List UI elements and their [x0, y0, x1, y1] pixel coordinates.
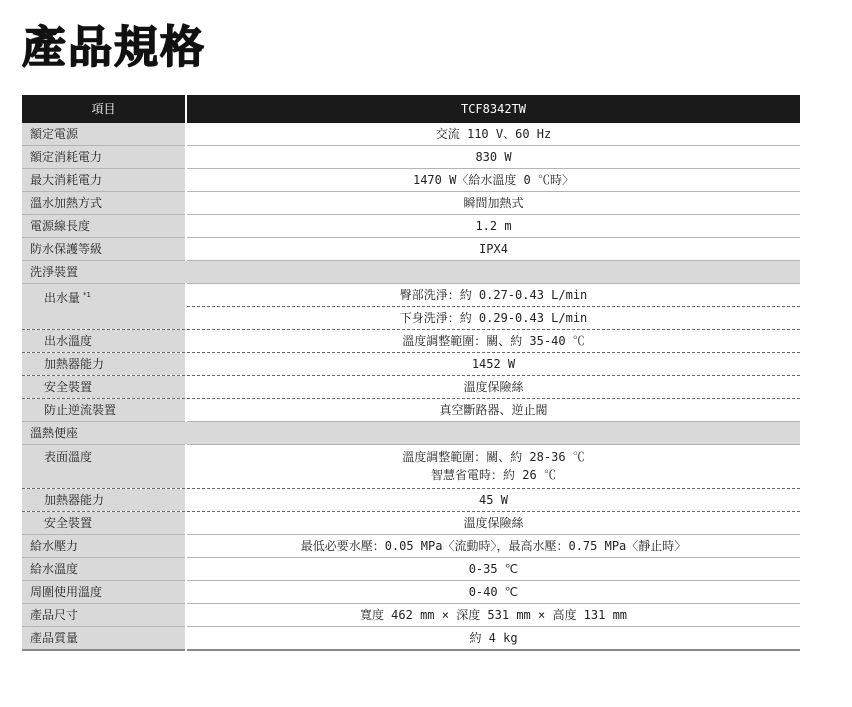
row-value: 溫度調整範圍：關、約 35-40 ℃: [186, 330, 800, 353]
row-label: 加熱器能力: [22, 353, 186, 376]
row-label: 出水量: [44, 291, 81, 305]
row-value: 830 W: [186, 146, 800, 169]
row-value: 約 4 kg: [469, 631, 518, 645]
row-value: 瞬間加熱式: [186, 192, 800, 215]
table-row: [22, 558, 800, 581]
row-label: 給水溫度: [22, 558, 186, 581]
table-row: [22, 146, 800, 169]
row-value: 1470 W〈給水溫度 0 ℃時〉: [186, 169, 800, 192]
row-value: 0-35 ℃: [186, 558, 800, 581]
table-row: [22, 169, 800, 192]
header-item: 項目: [22, 95, 186, 123]
row-label: 產品質量: [22, 627, 186, 651]
table-row: [22, 489, 800, 512]
header-model: TCF8342TW: [186, 95, 800, 123]
table-row: [22, 445, 800, 489]
row-label: 周圍使用溫度: [22, 581, 186, 604]
table-row: [22, 512, 800, 535]
row-value-surface-temp: [186, 445, 800, 489]
row-value: 真空斷路器、逆止閥: [186, 399, 800, 422]
row-label: 額定電源: [22, 123, 186, 146]
row-label-water-output: [22, 284, 186, 330]
table-row: [22, 238, 800, 261]
row-value: 智慧省電時：約 26 ℃: [431, 468, 556, 482]
row-label: 產品尺寸: [22, 604, 186, 627]
table-row: [22, 192, 800, 215]
row-value: IPX4: [186, 238, 800, 261]
table-row: [22, 376, 800, 399]
row-label: 出水溫度: [22, 330, 186, 353]
spec-table: [22, 95, 800, 651]
row-label: 溫水加熱方式: [22, 192, 186, 215]
group-label-seat: 溫熱便座: [22, 422, 800, 445]
row-value: 臀部洗淨：約 0.27-0.43 L/min: [186, 284, 800, 307]
table-row: [22, 123, 800, 146]
row-value: 交流 110 V、60 Hz: [186, 123, 800, 146]
table-row: [22, 330, 800, 353]
row-value: 45 W: [186, 489, 800, 512]
row-label: 表面溫度: [22, 445, 186, 489]
row-value: 1452 W: [186, 353, 800, 376]
row-label: 額定消耗電力: [22, 146, 186, 169]
footnote-marker: *1: [83, 291, 91, 299]
group-label-wash: 洗淨裝置: [22, 261, 800, 284]
row-label: 加熱器能力: [22, 489, 186, 512]
row-value: 最低必要水壓：0.05 MPa〈流動時〉，最高水壓：0.75 MPa〈靜止時〉: [186, 535, 800, 558]
row-label: 防水保護等級: [22, 238, 186, 261]
table-row: [22, 581, 800, 604]
table-header-row: [22, 95, 800, 123]
row-value: 寬度 462 mm × 深度 531 mm × 高度 131 mm: [186, 604, 800, 627]
row-value: 1.2 m: [186, 215, 800, 238]
group-header-row: [22, 261, 800, 284]
row-label: 最大消耗電力: [22, 169, 186, 192]
group-header-row: [22, 422, 800, 445]
table-row: [22, 215, 800, 238]
table-row: [22, 284, 800, 307]
table-row: [22, 535, 800, 558]
page-title: 產品規格: [22, 22, 206, 73]
table-row: [22, 399, 800, 422]
row-label: 防止逆流裝置: [22, 399, 186, 422]
row-label: 電源線長度: [22, 215, 186, 238]
row-value: 溫度調整範圍：關、約 28-36 ℃: [402, 450, 585, 464]
row-value: 溫度保險絲: [186, 512, 800, 535]
table-row: [22, 627, 800, 651]
table-row: [22, 353, 800, 376]
row-label: 給水壓力: [22, 535, 186, 558]
row-value: 0-40 ℃: [186, 581, 800, 604]
table-row: [22, 604, 800, 627]
row-label: 安全裝置: [22, 376, 186, 399]
row-value: 下身洗淨：約 0.29-0.43 L/min: [186, 307, 800, 330]
row-label: 安全裝置: [22, 512, 186, 535]
row-value: 溫度保險絲: [186, 376, 800, 399]
